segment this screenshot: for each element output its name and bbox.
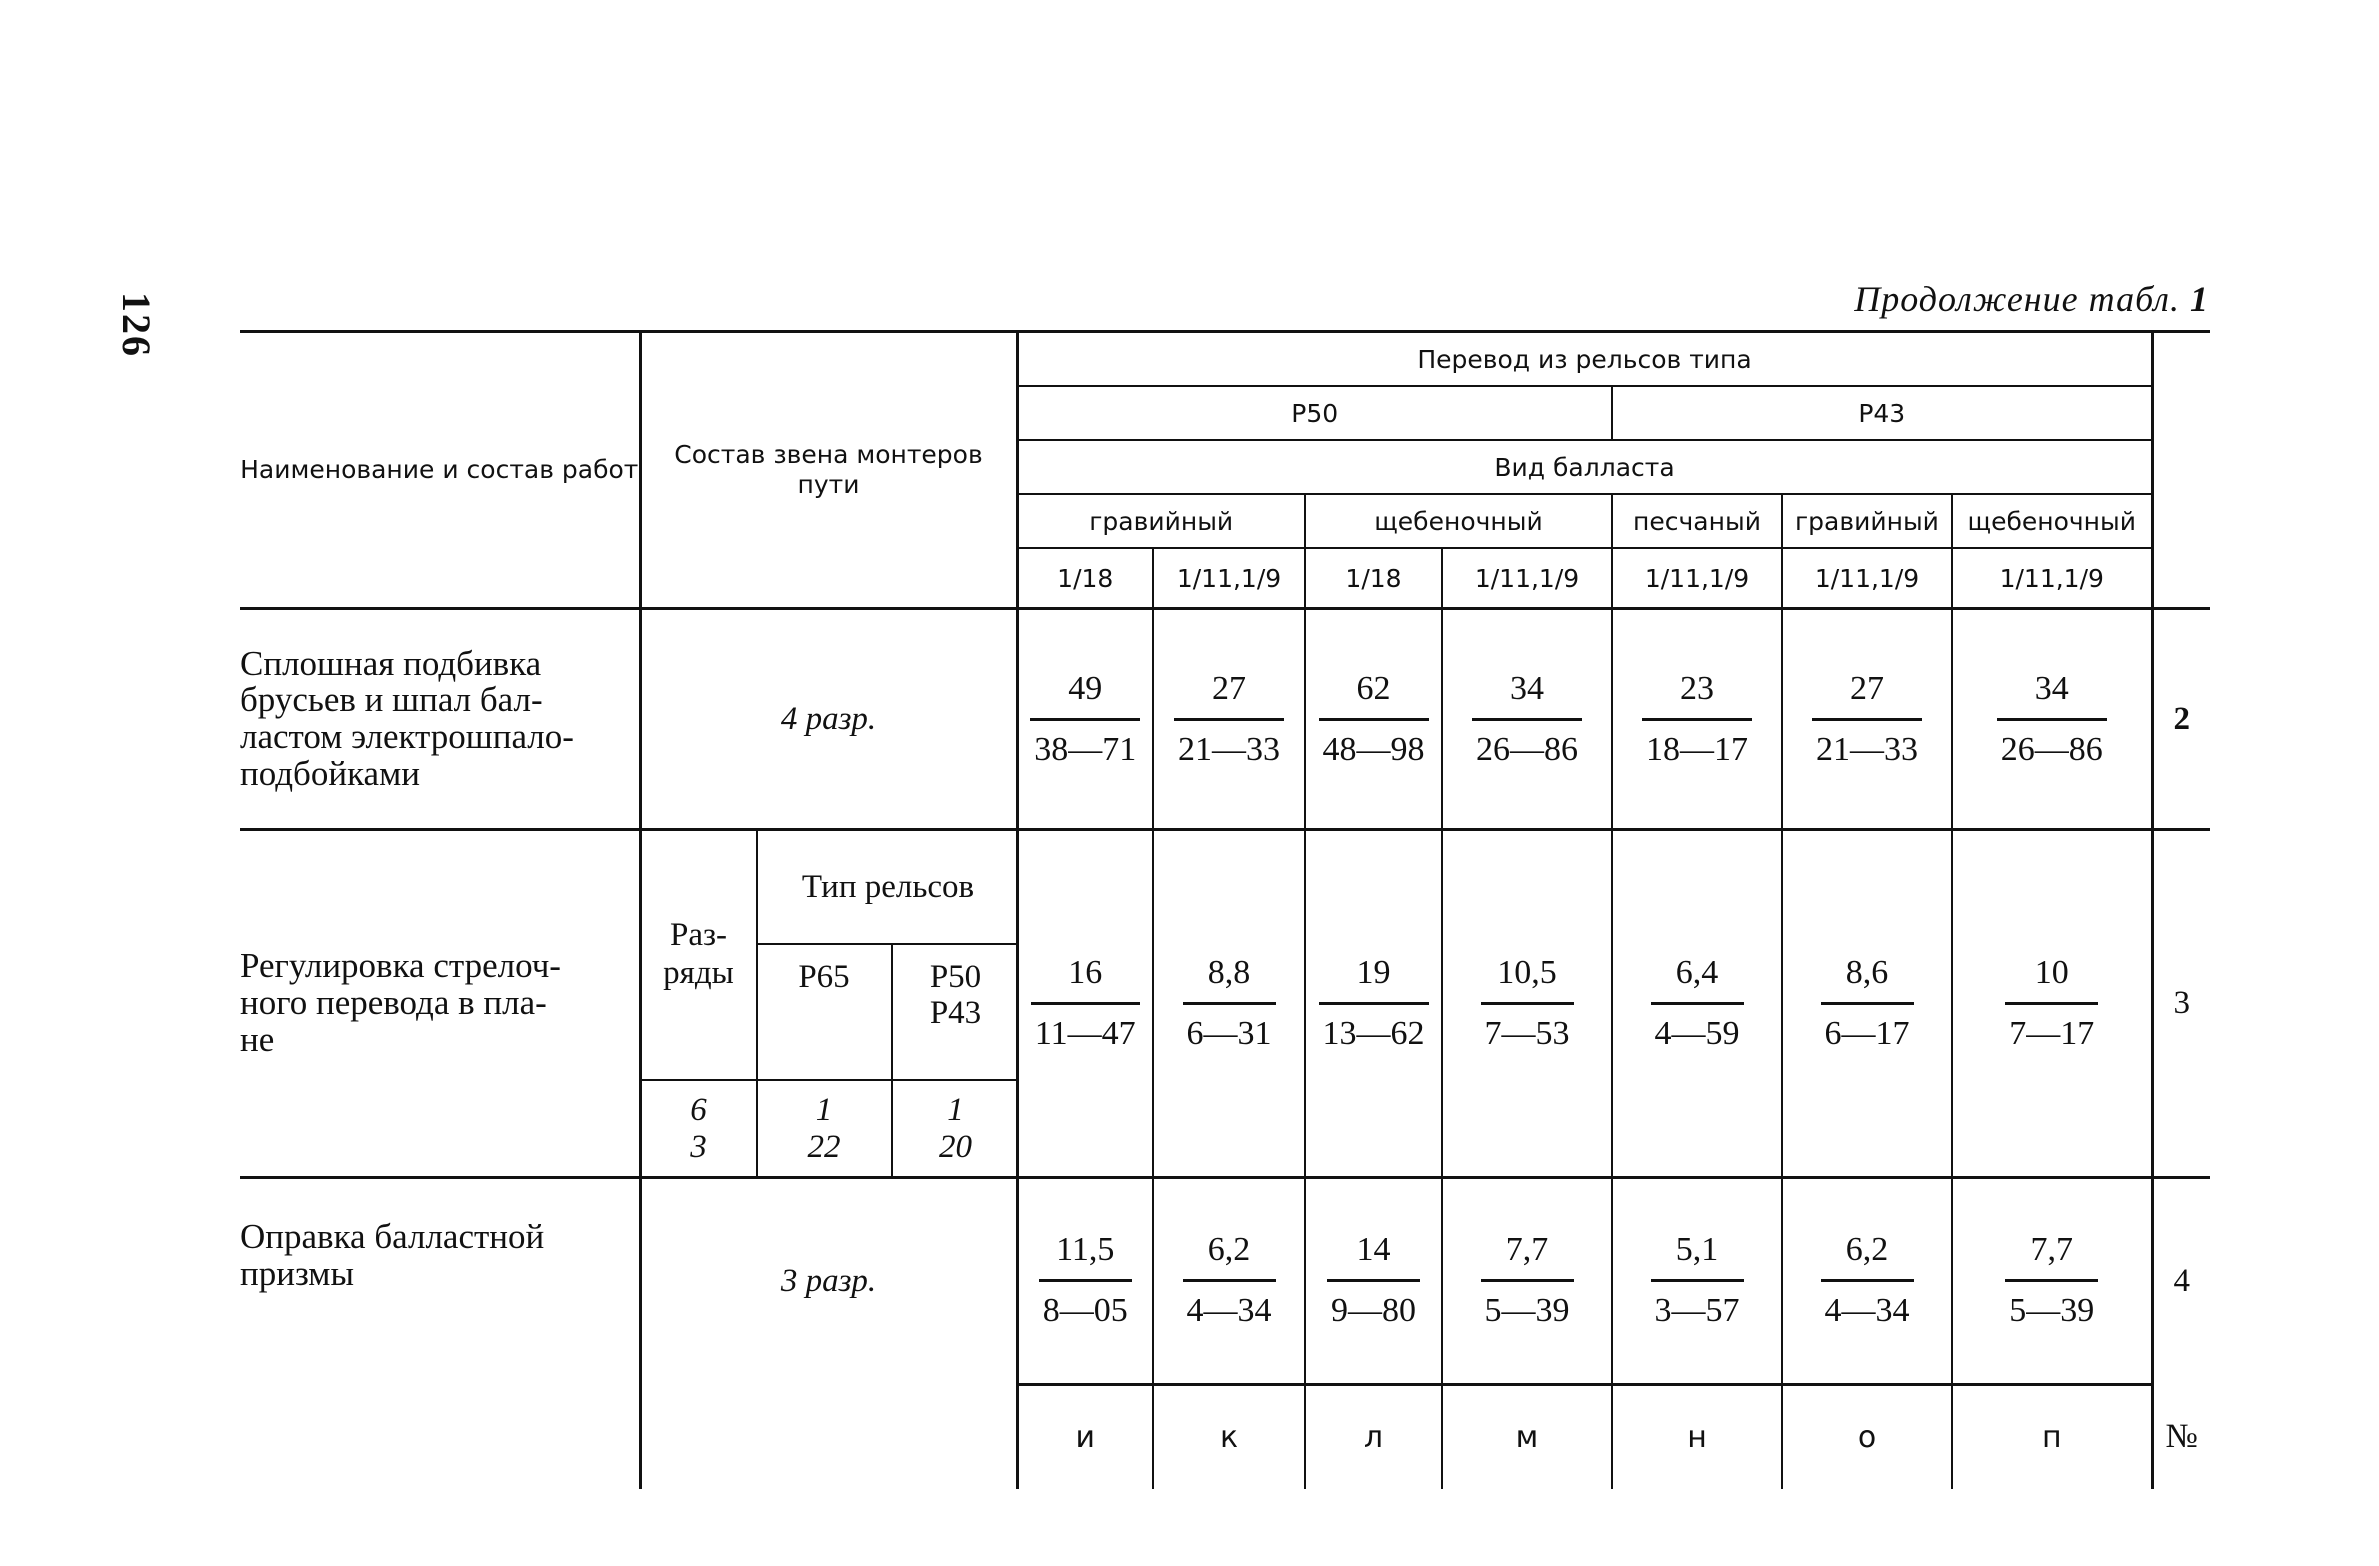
row-3-crew (640, 830, 1017, 1178)
norm-value: 6,2 (1207, 1231, 1251, 1269)
grade-p: 1/11,1/9 (1952, 548, 2152, 609)
header-switch-from: Перевод из рельсов типа (1017, 332, 2152, 387)
cost-value: 26—86 (1472, 718, 1582, 773)
column-letters-row (240, 1384, 2210, 1489)
rail-r50-r43-label: Р50 Р43 (892, 944, 1019, 1080)
table-row-2 (240, 609, 2210, 830)
column-letter: м (1442, 1384, 1612, 1489)
cost-value: 48—98 (1319, 718, 1429, 773)
header-rail-p43: Р43 (1612, 386, 2152, 440)
norms-table (240, 330, 2210, 1489)
row-2-cell-m (1442, 609, 1612, 830)
cost-value: 9—80 (1327, 1279, 1420, 1334)
ballast-crushed-p50: щебеночный (1305, 494, 1612, 548)
header-ballast: Вид балласта (1017, 440, 2152, 494)
cost-value: 18—17 (1642, 718, 1752, 773)
norm-value: 7,7 (2030, 1231, 2074, 1269)
norm-value: 8,6 (1845, 954, 1889, 992)
grade-o: 1/11,1/9 (1782, 548, 1952, 609)
grade-k: 1/11,1/9 (1153, 548, 1305, 609)
table-row-3 (240, 830, 2210, 1178)
cost-value: 6—31 (1183, 1002, 1276, 1057)
cost-value: 38—71 (1030, 718, 1140, 773)
row-3-name-line: Регулировка стрелоч- (240, 946, 561, 986)
ballast-crushed-p43: щебеночный (1952, 494, 2152, 548)
row-4-cell-i (1017, 1178, 1153, 1385)
norm-value: 7,7 (1505, 1231, 1549, 1269)
row-4-name (240, 1178, 640, 1385)
row-4-name-line: Оправка балластной (240, 1217, 545, 1256)
cost-value: 26—86 (1997, 718, 2107, 773)
cost-value: 5—39 (2005, 1279, 2098, 1334)
row-3-cell-l (1305, 830, 1442, 1178)
norm-value: 10 (2034, 954, 2069, 992)
cost-value: 21—33 (1812, 718, 1922, 773)
row-4-cell-n (1612, 1178, 1782, 1385)
row-3-cell-p (1952, 830, 2152, 1178)
row-3-cell-k (1153, 830, 1305, 1178)
row-3-cell-i (1017, 830, 1153, 1178)
row-3-name-line: ного перевода в пла- (240, 983, 547, 1023)
header-name: Наименование и состав работ (240, 332, 640, 609)
row-3-name (240, 830, 640, 1178)
cost-value: 4—59 (1651, 1002, 1744, 1057)
ranks-value: 6 3 (642, 1080, 757, 1176)
norm-value: 62 (1356, 669, 1391, 707)
header-no-cell (2152, 332, 2210, 609)
ranks-label: Раз- ряды (642, 831, 757, 1080)
page-number: 126 (114, 292, 159, 358)
row-3-cell-o (1782, 830, 1952, 1178)
header-row-1 (240, 332, 2210, 387)
row-3-number: 3 (2152, 830, 2210, 1178)
row-3-cell-n (1612, 830, 1782, 1178)
ballast-sand: песчаный (1612, 494, 1782, 548)
row-2-cell-l (1305, 609, 1442, 830)
norm-value: 19 (1356, 954, 1391, 992)
norm-value: 8,8 (1207, 954, 1251, 992)
row-4-number: 4 (2173, 1263, 2191, 1299)
cost-value: 7—17 (2005, 1002, 2098, 1057)
row-2-cell-k (1153, 609, 1305, 830)
norm-value: 23 (1680, 669, 1714, 707)
row-2-cell-n (1612, 609, 1782, 830)
column-letter: н (1612, 1384, 1782, 1489)
norm-value: 11,5 (1056, 1231, 1115, 1269)
cost-value: 21—33 (1174, 718, 1284, 773)
row-4-cell-o (1782, 1178, 1952, 1385)
grade-n: 1/11,1/9 (1612, 548, 1782, 609)
r65-value: 1 22 (757, 1080, 892, 1176)
row-2-cell-i (1017, 609, 1153, 830)
cost-value: 5—39 (1481, 1279, 1574, 1334)
header-crew: Состав звена монтеров пути (640, 332, 1017, 609)
cost-value: 11—47 (1031, 1002, 1140, 1057)
norm-value: 5,1 (1675, 1231, 1719, 1269)
ballast-gravel-p50: гравийный (1017, 494, 1305, 548)
norm-value: 6,2 (1845, 1231, 1889, 1269)
header-rail-p50: Р50 (1017, 386, 1612, 440)
column-letter: о (1782, 1384, 1952, 1489)
norm-value: 27 (1850, 669, 1884, 707)
caption-number: 1 (2190, 279, 2209, 319)
table-row-4 (240, 1178, 2210, 1385)
row-2-cell-o (1782, 609, 1952, 830)
row-2-cell-p (1952, 609, 2152, 830)
crew-subtable (642, 831, 1019, 1176)
norm-value: 34 (2034, 669, 2069, 707)
norm-value: 27 (1212, 669, 1246, 707)
r50-value: 1 20 (939, 1092, 972, 1165)
cost-value: 8—05 (1039, 1279, 1132, 1334)
row-2-crew: 4 разр. (640, 609, 1017, 830)
norm-value: 16 (1068, 954, 1103, 992)
cost-value: 7—53 (1481, 1002, 1574, 1057)
norm-value: 34 (1510, 669, 1544, 707)
rail-r65-label: Р65 (757, 944, 892, 1080)
row-4-name-line: призмы (240, 1253, 354, 1293)
row-2-name-line: брусьев и шпал бал- (240, 680, 543, 720)
rail-type-label: Тип рельсов (757, 831, 1019, 944)
cost-value: 6—17 (1821, 1002, 1914, 1057)
row-2-number: 2 (2152, 609, 2210, 830)
cost-value: 3—57 (1651, 1279, 1744, 1334)
column-letter: и (1017, 1384, 1153, 1489)
row-2-name-line: Сплошная подбивка (240, 643, 542, 683)
grade-m: 1/11,1/9 (1442, 548, 1612, 609)
row-4-crew: 3 разр. (640, 1178, 1017, 1385)
cost-value: 4—34 (1183, 1279, 1276, 1334)
number-label: № (2165, 1417, 2198, 1455)
norm-value: 49 (1068, 669, 1103, 707)
row-4-cell-k (1153, 1178, 1305, 1385)
ballast-gravel-p43: гравийный (1782, 494, 1952, 548)
grade-i: 1/18 (1017, 548, 1153, 609)
column-letter: п (1952, 1384, 2152, 1489)
footer-empty-crew (640, 1384, 1017, 1489)
caption-text: Продолжение табл. (1854, 279, 2180, 319)
row-4-cell-p (1952, 1178, 2152, 1385)
row-2-name-line: ластом электрошпало- (240, 717, 574, 756)
row-2-name-line: подбойками (240, 753, 420, 793)
cost-value: 13—62 (1319, 1002, 1429, 1057)
norm-value: 6,4 (1675, 954, 1719, 992)
norm-value: 14 (1356, 1231, 1391, 1269)
cost-value: 4—34 (1821, 1279, 1914, 1334)
row-4-cell-l (1305, 1178, 1442, 1385)
row-4-cell-m (1442, 1178, 1612, 1385)
table-caption (1854, 278, 2209, 320)
grade-l: 1/18 (1305, 548, 1442, 609)
row-3-name-line: не (240, 1019, 275, 1059)
row-3-cell-m (1442, 830, 1612, 1178)
footer-empty-name (240, 1384, 640, 1489)
column-letter: к (1153, 1384, 1305, 1489)
norm-value: 10,5 (1497, 954, 1557, 992)
column-letter: л (1305, 1384, 1442, 1489)
row-2-name (240, 609, 640, 830)
